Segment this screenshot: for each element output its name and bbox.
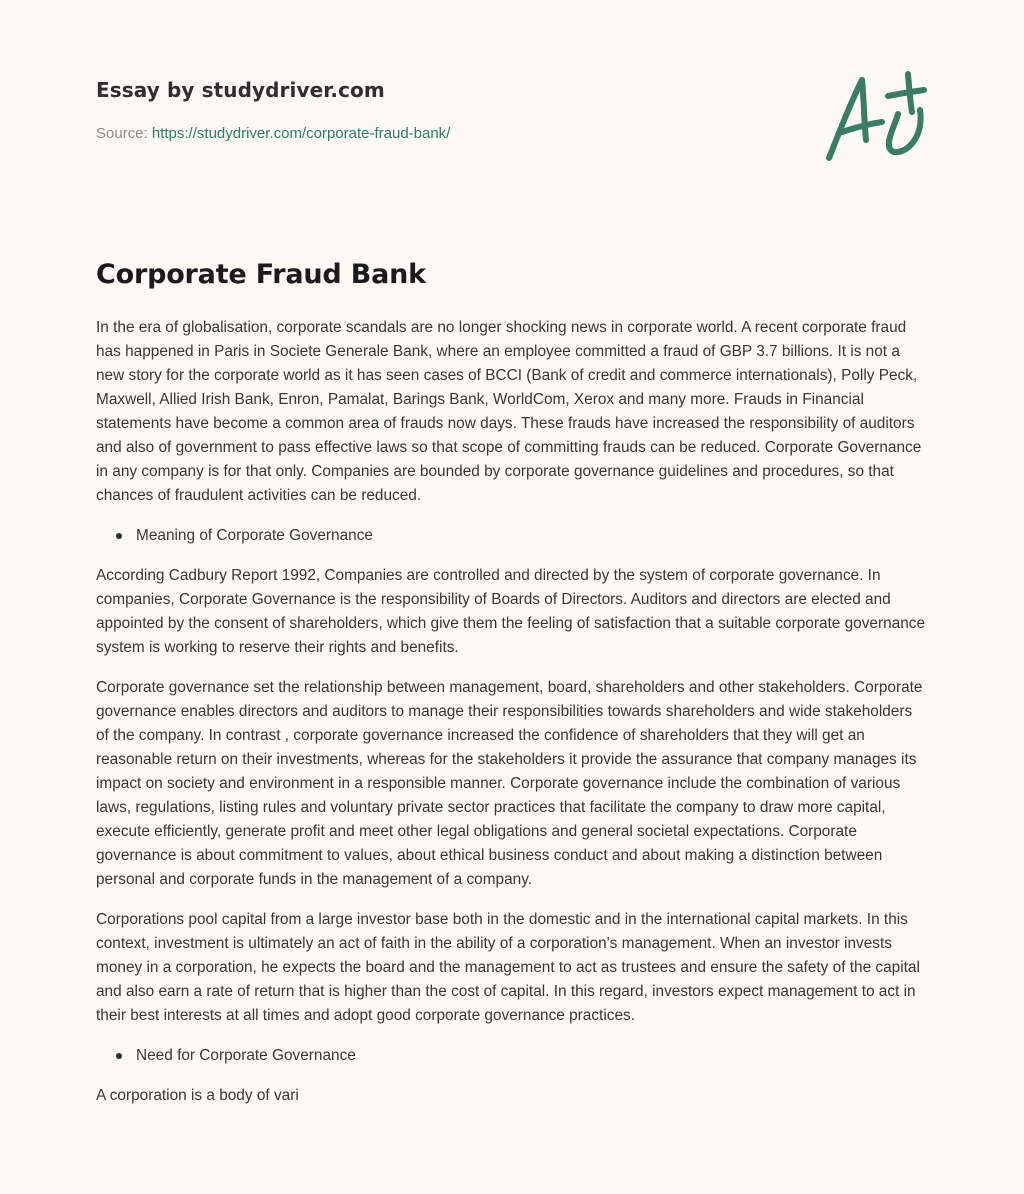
bullet-item-need-for-corporate-governance: Need for Corporate Governance (136, 1044, 928, 1068)
paragraph: Corporations pool capital from a large investor base both in the domestic and in the international capital markets. In this context, investment is ultimately an act of faith in the ability of a corporation's management. When an investor invests money in a corporation, he expects the board and the management to act as trustees and ensure the safety of the capital and also earn a rate of return that is higher than the cost of capital. In this regard, investors expect management to act in their best interests at all times and adopt good corporate governance practices. (96, 911, 920, 1024)
source-label: Source: (96, 125, 152, 142)
essay-header (96, 76, 856, 144)
site-title: Essay by studydriver.com (96, 78, 385, 102)
source-line (96, 124, 856, 144)
bullet-list (96, 524, 928, 548)
paragraph-truncated: A corporation is a body of vari (96, 1087, 299, 1104)
bullet-item-meaning-of-corporate-governance: Meaning of Corporate Governance (136, 524, 928, 548)
paragraph: According Cadbury Report 1992, Companies are controlled and directed by the system of corporate governance. In companies, Corporate Governance is the responsibility of Boards of Directors. Auditors and directors are elected and appointed by the consent of shareholders, which give them the feeling of satisfaction that a suitable corporate governance system is working to reserve their rights and benefits. (96, 567, 926, 656)
bullet-list (96, 1044, 928, 1068)
paragraph: In the era of globalisation, corporate scandals are no longer shocking news in corporate world. A recent corporate fraud has happened in Paris in Societe Generale Bank, where an employee committed a fraud of GBP 3.7 billions. It is not a new story for the corporate world as it has seen cases of BCCI (Bank of credit and commerce internationals), Polly Peck, Maxwell, Allied Irish Bank, Enron, Pamalat, Barings Bank, WorldCom, Xerox and many more. Frauds in Financial statements have become a common area of frauds now days. These frauds have increased the responsibility of auditors and also of government to pass effective laws so that scope of committing frauds can be reduced. Corporate Governance in any company is for that only. Companies are bounded by corporate governance guidelines and procedures, so that chances of fraudulent activities can be reduced. (96, 319, 922, 504)
article-body (96, 316, 928, 1108)
source-link[interactable]: https://studydriver.com/corporate-fraud-bank/ (151, 125, 451, 142)
a-plus-grade-icon (820, 66, 930, 166)
page-title: Corporate Fraud Bank (96, 259, 426, 290)
article (96, 256, 928, 1124)
paragraph: Corporate governance set the relationship between management, board, shareholders and other stakeholders. Corporate governance enables directors and auditors to manage their responsibilities towards shareholders and wide stakeholders of the company. In contrast , corporate governance increased the confidence of shareholders that they will get an reasonable return on their investments, whereas for the stakeholders it provide the assurance that company manages its impact on society and environment in a responsible manner. Corporate governance include the combination of various laws, regulations, listing rules and voluntary private sector practices that facilitate the company to draw more capital, execute efficiently, generate profit and meet other legal obligations and general societal expectations. Corporate governance is about commitment to values, about ethical business conduct and about making a distinction between personal and corporate funds in the management of a company. (96, 679, 923, 888)
